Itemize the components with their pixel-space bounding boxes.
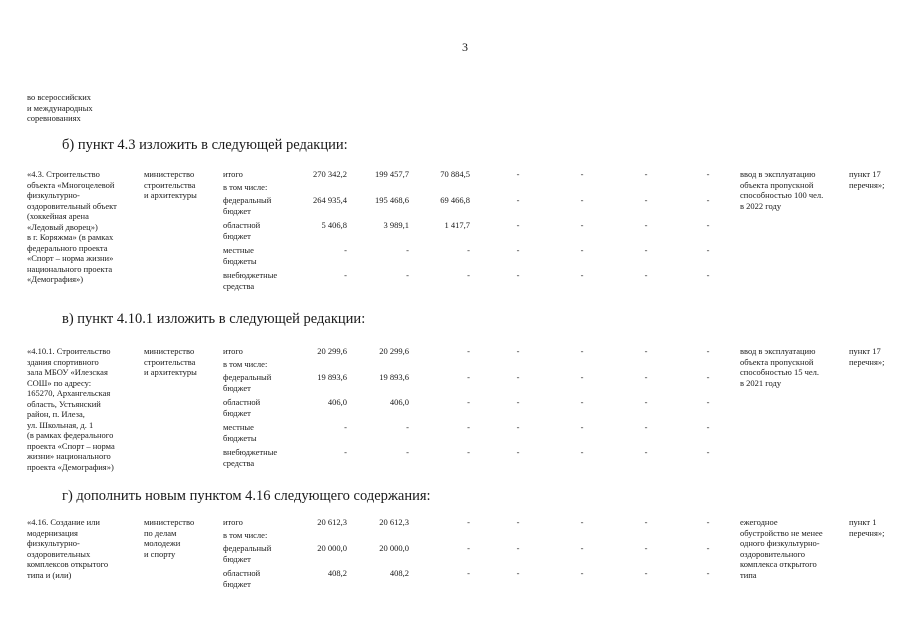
name-line: модернизация bbox=[27, 527, 78, 538]
responsible-ministry bbox=[144, 517, 216, 559]
page-number: 3 bbox=[462, 40, 468, 54]
value-total: - bbox=[344, 245, 347, 255]
table-row bbox=[223, 270, 743, 295]
result-line: способностью 100 чел. bbox=[740, 190, 824, 200]
value-dash: - bbox=[580, 346, 584, 356]
ministry-line: по делам bbox=[144, 527, 177, 538]
name-line: физкультурно- bbox=[27, 190, 80, 200]
value-total: 5 406,8 bbox=[321, 220, 347, 230]
name-line: «4.16. Создание или bbox=[27, 517, 100, 527]
expected-result bbox=[740, 169, 845, 211]
ministry-line: и архитектуры bbox=[144, 367, 197, 377]
label-line: в том числе: bbox=[223, 182, 268, 192]
name-line: СОШ» по адресу: bbox=[27, 377, 92, 388]
value-year-1: 3 989,1 bbox=[383, 220, 409, 230]
value-year-2: 69 466,8 bbox=[440, 195, 470, 205]
value-year-2: - bbox=[467, 397, 470, 407]
list-reference bbox=[849, 517, 899, 538]
responsible-ministry bbox=[144, 169, 216, 201]
label-line: областной bbox=[223, 220, 261, 230]
table-row bbox=[223, 447, 743, 472]
value-year-2: - bbox=[467, 568, 470, 578]
value-dash: - bbox=[644, 568, 648, 578]
value-total: 19 893,6 bbox=[317, 372, 347, 382]
value-year-2: - bbox=[467, 543, 470, 553]
reference-line: перечня»; bbox=[849, 356, 885, 367]
name-line: комплексов открытого bbox=[27, 559, 109, 569]
table-row bbox=[223, 220, 743, 245]
reference-line: пункт 17 bbox=[849, 346, 881, 356]
continuation-text bbox=[27, 92, 137, 124]
value-dash: - bbox=[516, 447, 520, 457]
funding-source-label bbox=[223, 517, 303, 528]
name-line: район, п. Илеза, bbox=[27, 409, 85, 419]
value-year-2: - bbox=[467, 245, 470, 255]
result-line: ввод в эксплуатацию bbox=[740, 169, 816, 179]
value-year-2: 1 417,7 bbox=[444, 220, 470, 230]
value-dash: - bbox=[644, 517, 648, 527]
value-year-2: 70 884,5 bbox=[440, 169, 470, 179]
name-line: в г. Коряжма» (в рамках bbox=[27, 232, 114, 242]
value-dash: - bbox=[706, 422, 710, 432]
expected-result bbox=[740, 517, 845, 580]
label-line: итого bbox=[223, 346, 243, 356]
value-dash: - bbox=[516, 245, 520, 255]
result-line: обустройство не менее bbox=[740, 527, 823, 538]
result-line: объекта пропускной bbox=[740, 179, 814, 190]
funding-rows bbox=[223, 517, 743, 593]
funding-source-label bbox=[223, 447, 303, 468]
result-line: в 2022 году bbox=[740, 200, 782, 211]
label-line: средства bbox=[223, 280, 255, 291]
result-line: объекта пропускной bbox=[740, 356, 814, 367]
value-dash: - bbox=[644, 270, 648, 280]
value-dash: - bbox=[644, 195, 648, 205]
ministry-line: и архитектуры bbox=[144, 190, 197, 200]
value-dash: - bbox=[706, 346, 710, 356]
label-line: бюджет bbox=[223, 230, 251, 241]
label-line: местные bbox=[223, 422, 254, 432]
value-year-1: 19 893,6 bbox=[379, 372, 409, 382]
ministry-line: министерство bbox=[144, 169, 195, 179]
value-dash: - bbox=[580, 543, 584, 553]
value-total: 264 935,4 bbox=[313, 195, 347, 205]
value-year-1: - bbox=[406, 422, 409, 432]
value-dash: - bbox=[516, 169, 520, 179]
table-row bbox=[223, 568, 743, 593]
ministry-line: и спорту bbox=[144, 548, 176, 559]
value-dash: - bbox=[516, 270, 520, 280]
value-dash: - bbox=[580, 517, 584, 527]
name-line: «Спорт – норма жизни» bbox=[27, 253, 114, 263]
value-year-1: 199 457,7 bbox=[375, 169, 409, 179]
funding-source-label bbox=[223, 422, 303, 443]
value-dash: - bbox=[580, 372, 584, 382]
value-dash: - bbox=[644, 372, 648, 382]
value-dash: - bbox=[706, 169, 710, 179]
value-year-1: - bbox=[406, 270, 409, 280]
table-row bbox=[223, 182, 743, 195]
label-line: бюджет bbox=[223, 578, 251, 589]
value-dash: - bbox=[644, 220, 648, 230]
value-dash: - bbox=[706, 372, 710, 382]
funding-source-label bbox=[223, 195, 303, 216]
label-line: в том числе: bbox=[223, 359, 268, 369]
value-dash: - bbox=[516, 543, 520, 553]
funding-source-label bbox=[223, 530, 303, 541]
value-year-2: - bbox=[467, 422, 470, 432]
table-row bbox=[223, 517, 743, 530]
name-line: здания спортивного bbox=[27, 356, 99, 367]
value-dash: - bbox=[706, 568, 710, 578]
name-line: ул. Школьная, д. 1 bbox=[27, 419, 94, 430]
value-year-1: 406,0 bbox=[389, 397, 409, 407]
text-line: и международных bbox=[27, 102, 93, 113]
value-total: 20 299,6 bbox=[317, 346, 347, 356]
name-line: объекта «Многоцелевой bbox=[27, 179, 115, 190]
ministry-line: министерство bbox=[144, 517, 195, 527]
value-total: 408,2 bbox=[327, 568, 347, 578]
value-dash: - bbox=[516, 346, 520, 356]
value-total: 20 612,3 bbox=[317, 517, 347, 527]
table-row bbox=[223, 195, 743, 220]
result-line: способностью 15 чел. bbox=[740, 367, 820, 377]
value-dash: - bbox=[706, 447, 710, 457]
value-dash: - bbox=[706, 220, 710, 230]
expected-result bbox=[740, 346, 845, 388]
name-line: область, Устьянский bbox=[27, 398, 101, 409]
name-line: проекта «Спорт – норма bbox=[27, 440, 115, 451]
value-dash: - bbox=[706, 245, 710, 255]
label-line: федеральный bbox=[223, 195, 272, 205]
value-dash: - bbox=[706, 270, 710, 280]
value-dash: - bbox=[580, 169, 584, 179]
heading-g: г) дополнить новым пунктом 4.16 следующего содержания: bbox=[62, 488, 431, 504]
label-line: областной bbox=[223, 397, 261, 407]
value-dash: - bbox=[644, 346, 648, 356]
value-dash: - bbox=[580, 397, 584, 407]
text-line: во всероссийских bbox=[27, 92, 91, 102]
value-dash: - bbox=[580, 422, 584, 432]
measure-name bbox=[27, 517, 139, 580]
label-line: федеральный bbox=[223, 372, 272, 382]
label-line: федеральный bbox=[223, 543, 272, 553]
table-row bbox=[223, 397, 743, 422]
table-row bbox=[223, 245, 743, 270]
name-line: федерального проекта bbox=[27, 242, 108, 253]
ministry-line: молодежи bbox=[144, 538, 181, 548]
table-row bbox=[223, 359, 743, 372]
heading-b: б) пункт 4.3 изложить в следующей редакции: bbox=[62, 137, 348, 153]
funding-rows bbox=[223, 169, 743, 295]
value-dash: - bbox=[516, 372, 520, 382]
result-line: комплекса открытого bbox=[740, 559, 817, 569]
label-line: итого bbox=[223, 169, 243, 179]
table-row bbox=[223, 372, 743, 397]
value-dash: - bbox=[706, 517, 710, 527]
ministry-line: строительства bbox=[144, 179, 196, 190]
measure-name bbox=[27, 169, 139, 285]
value-year-1: - bbox=[406, 447, 409, 457]
funding-source-label bbox=[223, 169, 303, 180]
table-row bbox=[223, 346, 743, 359]
reference-line: перечня»; bbox=[849, 527, 885, 538]
value-year-2: - bbox=[467, 346, 470, 356]
value-year-1: 20 299,6 bbox=[379, 346, 409, 356]
label-line: бюджеты bbox=[223, 255, 257, 266]
name-line: оздоровительных bbox=[27, 548, 91, 559]
name-line: проекта «Демография») bbox=[27, 461, 114, 472]
name-line: «Ледовый дворец») bbox=[27, 221, 98, 232]
table-row bbox=[223, 169, 743, 182]
value-total: - bbox=[344, 270, 347, 280]
funding-source-label bbox=[223, 220, 303, 241]
label-line: бюджет bbox=[223, 205, 251, 216]
funding-source-label bbox=[223, 372, 303, 393]
result-line: типа bbox=[740, 569, 757, 580]
name-line: 165270, Архангельская bbox=[27, 388, 111, 398]
value-total: 20 000,0 bbox=[317, 543, 347, 553]
name-line: национального проекта bbox=[27, 263, 113, 274]
list-reference bbox=[849, 169, 899, 190]
value-year-1: 195 468,6 bbox=[375, 195, 409, 205]
value-dash: - bbox=[644, 543, 648, 553]
value-year-1: 20 000,0 bbox=[379, 543, 409, 553]
table-row bbox=[223, 422, 743, 447]
value-dash: - bbox=[516, 422, 520, 432]
value-year-2: - bbox=[467, 517, 470, 527]
value-total: 406,0 bbox=[327, 397, 347, 407]
value-dash: - bbox=[644, 245, 648, 255]
result-line: в 2021 году bbox=[740, 377, 782, 388]
value-year-1: 20 612,3 bbox=[379, 517, 409, 527]
value-dash: - bbox=[706, 543, 710, 553]
value-dash: - bbox=[516, 195, 520, 205]
heading-v: в) пункт 4.10.1 изложить в следующей редакции: bbox=[62, 311, 366, 327]
responsible-ministry bbox=[144, 346, 216, 378]
funding-source-label bbox=[223, 346, 303, 357]
value-dash: - bbox=[580, 447, 584, 457]
reference-line: пункт 1 bbox=[849, 517, 877, 527]
reference-line: перечня»; bbox=[849, 179, 885, 190]
result-line: ежегодное bbox=[740, 517, 778, 527]
value-total: 270 342,2 bbox=[313, 169, 347, 179]
measure-name bbox=[27, 346, 139, 472]
funding-source-label bbox=[223, 397, 303, 418]
value-dash: - bbox=[516, 220, 520, 230]
funding-source-label bbox=[223, 568, 303, 589]
label-line: бюджет bbox=[223, 407, 251, 418]
value-year-1: 408,2 bbox=[389, 568, 409, 578]
value-dash: - bbox=[706, 397, 710, 407]
value-dash: - bbox=[580, 220, 584, 230]
value-dash: - bbox=[644, 169, 648, 179]
label-line: итого bbox=[223, 517, 243, 527]
funding-rows bbox=[223, 346, 743, 472]
funding-source-label bbox=[223, 270, 303, 291]
value-total: - bbox=[344, 422, 347, 432]
name-line: зала МБОУ «Илезская bbox=[27, 367, 108, 377]
value-dash: - bbox=[516, 517, 520, 527]
reference-line: пункт 17 bbox=[849, 169, 881, 179]
name-line: «4.10.1. Строительство bbox=[27, 346, 111, 356]
label-line: бюджеты bbox=[223, 432, 257, 443]
value-total: - bbox=[344, 447, 347, 457]
label-line: бюджет bbox=[223, 382, 251, 393]
text-line: соревнованиях bbox=[27, 113, 81, 123]
name-line: физкультурно- bbox=[27, 538, 80, 548]
value-dash: - bbox=[516, 397, 520, 407]
result-line: оздоровительного bbox=[740, 548, 806, 559]
table-row bbox=[223, 530, 743, 543]
label-line: внебюджетные bbox=[223, 447, 278, 457]
result-line: ввод в эксплуатацию bbox=[740, 346, 816, 356]
value-year-2: - bbox=[467, 447, 470, 457]
value-year-2: - bbox=[467, 270, 470, 280]
value-dash: - bbox=[580, 195, 584, 205]
value-dash: - bbox=[706, 195, 710, 205]
name-line: типа и (или) bbox=[27, 569, 72, 580]
label-line: в том числе: bbox=[223, 530, 268, 540]
funding-source-label bbox=[223, 182, 303, 193]
list-reference bbox=[849, 346, 899, 367]
name-line: «Демография») bbox=[27, 274, 84, 284]
name-line: (в рамках федерального bbox=[27, 430, 114, 440]
label-line: средства bbox=[223, 457, 255, 468]
value-dash: - bbox=[644, 447, 648, 457]
ministry-line: строительства bbox=[144, 356, 196, 367]
label-line: бюджет bbox=[223, 553, 251, 564]
value-dash: - bbox=[580, 270, 584, 280]
value-dash: - bbox=[580, 245, 584, 255]
funding-source-label bbox=[223, 245, 303, 266]
name-line: «4.3. Строительство bbox=[27, 169, 100, 179]
value-dash: - bbox=[644, 397, 648, 407]
value-year-2: - bbox=[467, 372, 470, 382]
name-line: жизни» национального bbox=[27, 451, 111, 461]
label-line: местные bbox=[223, 245, 254, 255]
result-line: одного физкультурно- bbox=[740, 538, 820, 548]
value-year-1: - bbox=[406, 245, 409, 255]
name-line: (хоккейная арена bbox=[27, 211, 89, 221]
funding-source-label bbox=[223, 543, 303, 564]
value-dash: - bbox=[644, 422, 648, 432]
table-row bbox=[223, 543, 743, 568]
name-line: оздоровительный объект bbox=[27, 200, 117, 211]
funding-source-label bbox=[223, 359, 303, 370]
ministry-line: министерство bbox=[144, 346, 195, 356]
label-line: областной bbox=[223, 568, 261, 578]
label-line: внебюджетные bbox=[223, 270, 278, 280]
value-dash: - bbox=[516, 568, 520, 578]
value-dash: - bbox=[580, 568, 584, 578]
